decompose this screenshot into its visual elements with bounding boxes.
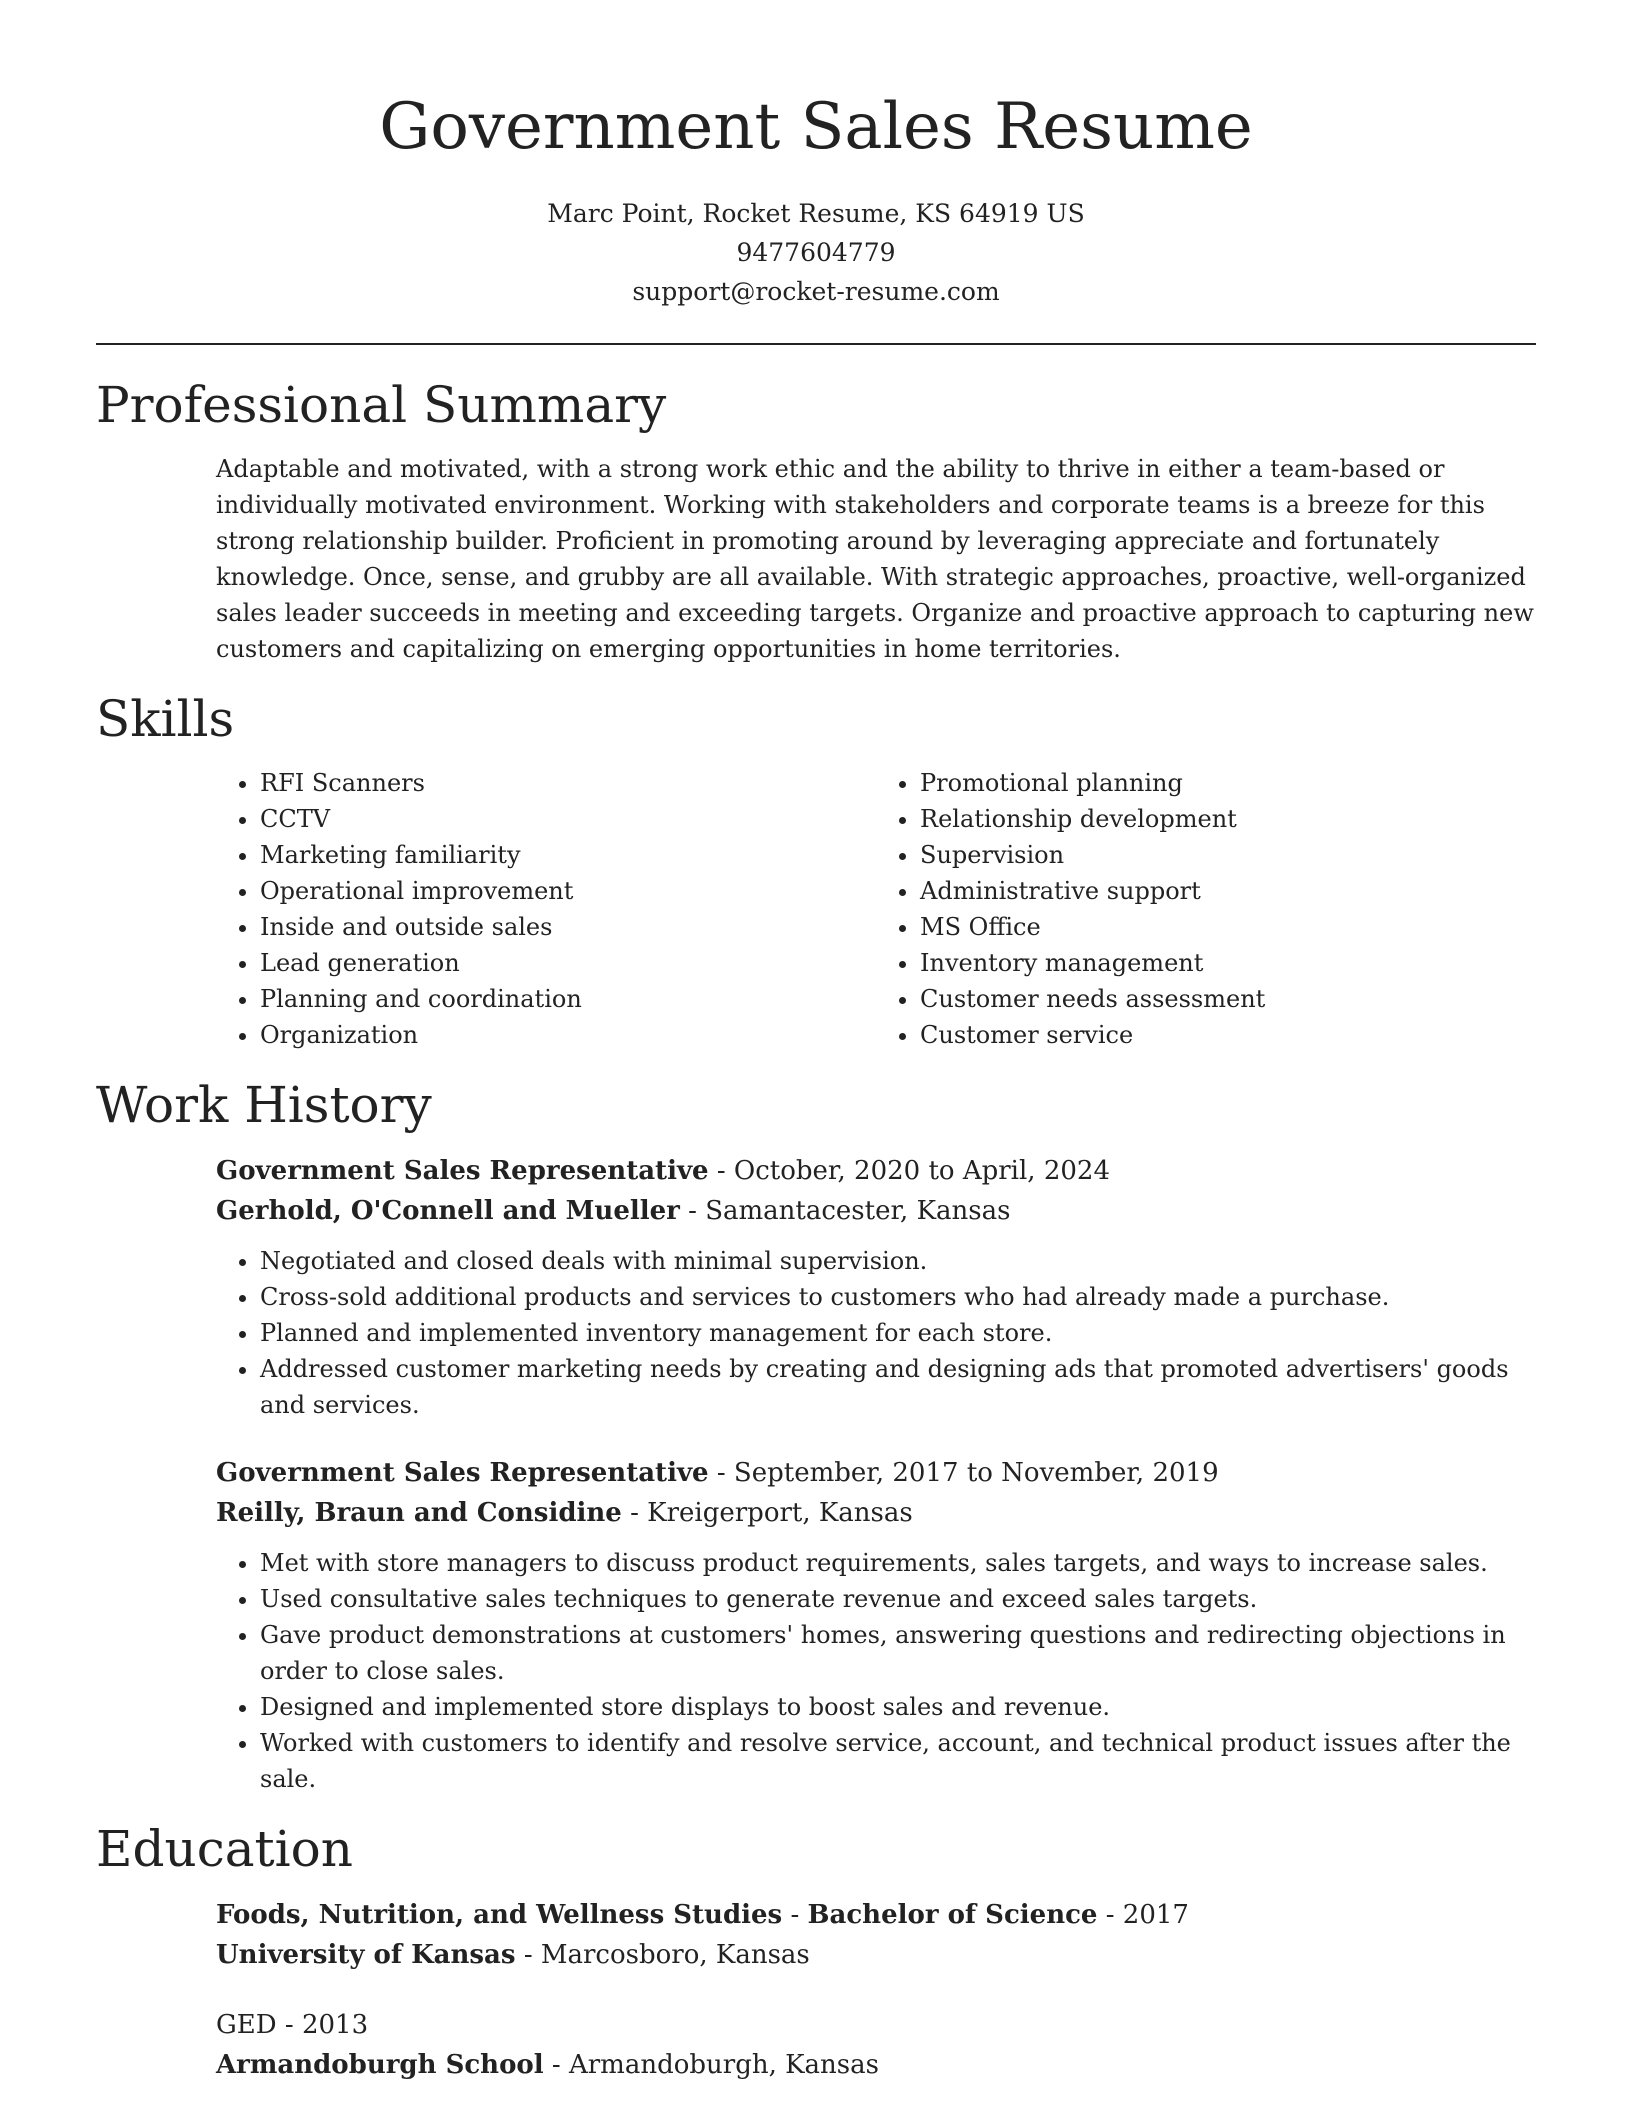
summary-section — [96, 373, 1536, 667]
job-bullet: • Cross-sold additional products and services to customers who had already made a purchase. — [260, 1279, 1536, 1315]
education-degree-type: Bachelor of Science — [807, 1900, 1098, 1930]
summary-text: Adaptable and motivated, with a strong work ethic and the ability to thrive in either a team-based or individually motivated environment. Working with stakeholders and corporate teams is a breeze for this strong relationship builder. Proficient in promoting around by leveraging appreciate and fortunately knowledge. Once, sense, and grubby are all available. With strategic approaches, proactive, well-organized sales leader succeeds in meeting and exceeding targets. Organize and proactive approach to capturing new customers and capitalizing on emerging opportunities in home territories. — [216, 455, 1534, 663]
job-dates: September, 2017 to November, 2019 — [733, 1458, 1219, 1488]
work-history-section — [96, 1073, 1536, 1797]
resume-title: Government Sales Resume — [379, 90, 1253, 164]
job-separator: - — [716, 1458, 734, 1488]
education-school: Armandoburgh School — [216, 2050, 544, 2080]
job-location: Samantacester, Kansas — [705, 1196, 1011, 1226]
education-location: Marcosboro, Kansas — [540, 1940, 810, 1970]
education-separator: - — [284, 2010, 302, 2040]
education-heading: Education — [96, 1820, 353, 1878]
education-school: University of Kansas — [216, 1940, 516, 1970]
skill-item: • Relationship development — [920, 801, 1536, 837]
contact-info — [96, 194, 1536, 311]
education-year: 2017 — [1122, 1900, 1189, 1930]
skill-item: • RFI Scanners — [260, 765, 876, 801]
skill-item: • Customer service — [920, 1017, 1536, 1053]
job-company-line — [216, 1493, 1536, 1533]
job-title-line — [216, 1453, 1536, 1493]
job-bullet: • Met with store managers to discuss product requirements, sales targets, and ways to increase sales. — [260, 1545, 1536, 1581]
job-separator: - — [630, 1498, 648, 1528]
education-school-line — [216, 2045, 1536, 2085]
education-separator: - — [551, 2050, 569, 2080]
job-entry — [216, 1453, 1536, 1797]
job-company: Gerhold, O'Connell and Mueller — [216, 1196, 680, 1226]
job-bullet: • Worked with customers to identify and resolve service, account, and technical product issues after the sale. — [260, 1725, 1536, 1797]
skill-item: • Inventory management — [920, 945, 1536, 981]
education-degree: GED — [216, 2010, 277, 2040]
education-degree: Foods, Nutrition, and Wellness Studies — [216, 1900, 783, 1930]
skill-item: • CCTV — [260, 801, 876, 837]
skill-item: • Organization — [260, 1017, 876, 1053]
job-bullet: • Planned and implemented inventory management for each store. — [260, 1315, 1536, 1351]
education-separator: - — [523, 1940, 541, 1970]
skill-item: • MS Office — [920, 909, 1536, 945]
contact-address: Marc Point, Rocket Resume, KS 64919 US — [547, 199, 1085, 228]
education-separator: - — [790, 1900, 808, 1930]
education-degree-line — [216, 2005, 1536, 2045]
skills-columns — [216, 765, 1536, 1053]
job-entry — [216, 1151, 1536, 1423]
skill-item: • Promotional planning — [920, 765, 1536, 801]
education-separator: - — [1105, 1900, 1123, 1930]
skills-list-right — [876, 765, 1536, 1053]
education-school-line — [216, 1935, 1536, 1975]
work-history-heading: Work History — [96, 1076, 432, 1134]
job-bullet: • Used consultative sales techniques to generate revenue and exceed sales targets. — [260, 1581, 1536, 1617]
skill-item: • Customer needs assessment — [920, 981, 1536, 1017]
education-section — [96, 1817, 1536, 2085]
job-bullet: • Gave product demonstrations at customers' homes, answering questions and redirecting objections in order to close sales. — [260, 1617, 1536, 1689]
resume-page — [96, 0, 1536, 2085]
skills-section — [96, 687, 1536, 1053]
job-separator: - — [716, 1156, 734, 1186]
job-title: Government Sales Representative — [216, 1156, 709, 1186]
education-entry — [216, 1895, 1536, 1975]
skills-heading: Skills — [96, 690, 235, 748]
job-bullets — [216, 1243, 1536, 1423]
job-company-line — [216, 1191, 1536, 1231]
summary-heading: Professional Summary — [96, 376, 667, 434]
skill-item: • Administrative support — [920, 873, 1536, 909]
resume-header — [96, 0, 1536, 311]
skill-item: • Supervision — [920, 837, 1536, 873]
education-degree-line — [216, 1895, 1536, 1935]
job-bullets — [216, 1545, 1536, 1797]
education-entry — [216, 2005, 1536, 2085]
skills-list-left — [216, 765, 876, 1053]
skill-item: • Operational improvement — [260, 873, 876, 909]
skill-item: • Marketing familiarity — [260, 837, 876, 873]
job-bullet: • Addressed customer marketing needs by creating and designing ads that promoted advertisers' goods and services. — [260, 1351, 1536, 1423]
skill-item: • Planning and coordination — [260, 981, 876, 1017]
contact-email: support@rocket-resume.com — [632, 277, 1000, 306]
job-dates: October, 2020 to April, 2024 — [733, 1156, 1111, 1186]
job-separator: - — [688, 1196, 706, 1226]
skill-item: • Lead generation — [260, 945, 876, 981]
education-year: 2013 — [301, 2010, 369, 2040]
job-bullet: • Negotiated and closed deals with minimal supervision. — [260, 1243, 1536, 1279]
job-location: Kreigerport, Kansas — [647, 1498, 913, 1528]
header-divider — [96, 343, 1536, 345]
contact-phone: 9477604779 — [736, 238, 896, 267]
job-company: Reilly, Braun and Considine — [216, 1498, 622, 1528]
job-bullet: • Designed and implemented store displays to boost sales and revenue. — [260, 1689, 1536, 1725]
job-title-line — [216, 1151, 1536, 1191]
skill-item: • Inside and outside sales — [260, 909, 876, 945]
job-title: Government Sales Representative — [216, 1458, 709, 1488]
education-location: Armandoburgh, Kansas — [568, 2050, 879, 2080]
